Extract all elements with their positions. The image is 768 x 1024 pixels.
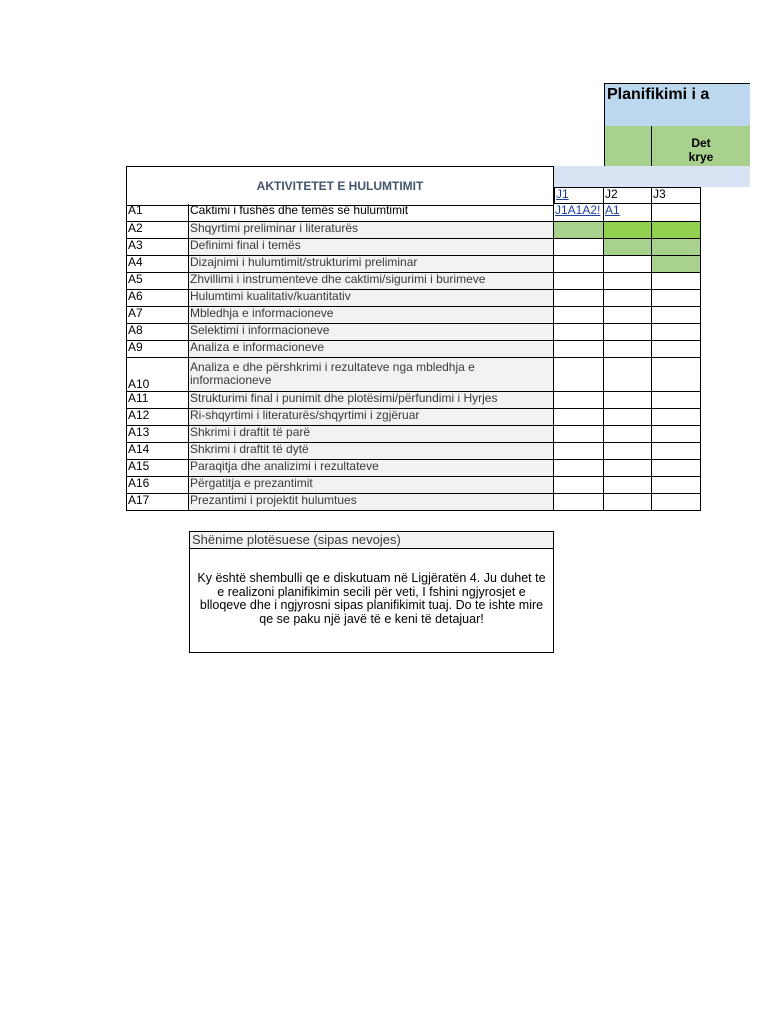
week-cell[interactable] — [554, 443, 604, 460]
week-cell[interactable] — [652, 256, 701, 273]
row-code[interactable]: A15 — [126, 460, 189, 477]
week-cell[interactable] — [652, 409, 701, 426]
week-cell[interactable] — [604, 290, 652, 307]
row-code[interactable]: A16 — [126, 477, 189, 494]
week-cell[interactable] — [554, 409, 604, 426]
week-cell[interactable] — [652, 392, 701, 409]
activity-name[interactable]: Paraqitja dhe analizimi i rezultateve — [189, 460, 554, 477]
week-cell[interactable] — [652, 222, 701, 239]
row-code[interactable]: A8 — [126, 324, 189, 341]
week-cell[interactable] — [604, 494, 652, 511]
week-cell[interactable] — [554, 290, 604, 307]
row-code[interactable]: A4 — [126, 256, 189, 273]
week-cell[interactable] — [554, 256, 604, 273]
week-cell[interactable] — [604, 426, 652, 443]
row-code[interactable]: A17 — [126, 494, 189, 511]
week-cell[interactable] — [554, 273, 604, 290]
plan-title: Planifikimi i a — [607, 86, 710, 103]
activity-name[interactable]: Strukturimi final i punimit dhe plotësimi/përfundimi i Hyrjes — [189, 392, 554, 409]
row-code[interactable]: A9 — [126, 341, 189, 358]
legend-green-swatch — [604, 126, 652, 166]
week-cell[interactable]: A1 — [604, 204, 652, 222]
row-code[interactable]: A3 — [126, 239, 189, 256]
notes-body[interactable]: Ky është shembulli qe e diskutuam në Ligjëratën 4. Ju duhet te e realizoni planifikimin secili për veti, I fshini ngjyrosjet e blloqeve dhe i ngjyrosni sipas planifikimit tuaj. Do te ishte mire qe se paku një javë të e keni të detajuar! — [189, 548, 554, 653]
week-cell[interactable] — [604, 443, 652, 460]
legend-text-line2: krye — [688, 150, 714, 164]
legend-text-line1: Det — [691, 136, 711, 150]
row-code[interactable]: A14 — [126, 443, 189, 460]
week-cell[interactable] — [652, 358, 701, 392]
week-cell[interactable] — [652, 494, 701, 511]
activity-name[interactable]: Dizajnimi i hulumtimit/strukturimi preliminar — [189, 256, 554, 273]
row-code[interactable]: A1 — [126, 204, 189, 222]
legend-label-cell — [652, 126, 750, 166]
activity-name[interactable]: Prezantimi i projektit hulumtues — [189, 494, 554, 511]
week-cell[interactable] — [554, 239, 604, 256]
week-cell[interactable] — [652, 307, 701, 324]
activity-name[interactable]: Caktimi i fushës dhe temës së hulumtimit — [189, 204, 554, 222]
row-code[interactable]: A10 — [126, 358, 189, 392]
week-cell[interactable] — [604, 307, 652, 324]
week-cell[interactable] — [604, 358, 652, 392]
row-code[interactable]: A13 — [126, 426, 189, 443]
week-cell[interactable] — [652, 290, 701, 307]
week-cell[interactable] — [604, 460, 652, 477]
week-cell[interactable] — [604, 239, 652, 256]
week-cell[interactable]: J1A1A2! — [554, 204, 604, 222]
week-label-j2[interactable]: J2 — [604, 187, 652, 204]
week-label-j3[interactable]: J3 — [652, 187, 701, 204]
week-cell[interactable] — [554, 324, 604, 341]
week-cell[interactable] — [652, 460, 701, 477]
week-cell[interactable] — [604, 341, 652, 358]
activity-name[interactable]: Analiza e dhe përshkrimi i rezultateve nga mbledhja e informacioneve — [189, 358, 554, 392]
week-cell[interactable] — [554, 222, 604, 239]
activity-name[interactable]: Selektimi i informacioneve — [189, 324, 554, 341]
week-cell[interactable] — [652, 273, 701, 290]
activity-name[interactable]: Ri-shqyrtimi i literaturës/shqyrtimi i zgjëruar — [189, 409, 554, 426]
row-code[interactable]: A12 — [126, 409, 189, 426]
week-cell[interactable] — [554, 341, 604, 358]
week-cell[interactable] — [604, 256, 652, 273]
week-cell[interactable] — [554, 426, 604, 443]
activity-name[interactable]: Analiza e informacioneve — [189, 341, 554, 358]
activity-name[interactable]: Hulumtimi kualitativ/kuantitativ — [189, 290, 554, 307]
week-cell[interactable] — [554, 358, 604, 392]
activities-header: AKTIVITETET E HULUMTIMIT — [126, 166, 554, 206]
activity-name[interactable]: Shqyrtimi preliminar i literaturës — [189, 222, 554, 239]
week-cell[interactable] — [604, 392, 652, 409]
activity-name[interactable]: Shkrimi i draftit të dytë — [189, 443, 554, 460]
week-cell[interactable] — [554, 307, 604, 324]
week-cell[interactable] — [554, 494, 604, 511]
week-cell[interactable] — [604, 222, 652, 239]
week-cell[interactable] — [554, 460, 604, 477]
activity-name[interactable]: Mbledhja e informacioneve — [189, 307, 554, 324]
week-cell[interactable] — [652, 204, 701, 222]
week-cell[interactable] — [554, 477, 604, 494]
activity-name[interactable]: Përgatitja e prezantimit — [189, 477, 554, 494]
week-header-strip — [554, 166, 750, 187]
week-cell[interactable] — [604, 273, 652, 290]
activity-name[interactable]: Zhvillimi i instrumenteve dhe caktimi/sigurimi i burimeve — [189, 273, 554, 290]
week-cell[interactable] — [604, 324, 652, 341]
week-cell[interactable] — [652, 324, 701, 341]
activity-name[interactable]: Shkrimi i draftit të parë — [189, 426, 554, 443]
row-code[interactable]: A11 — [126, 392, 189, 409]
week-cell[interactable] — [604, 409, 652, 426]
activity-name[interactable]: Definimi final i temës — [189, 239, 554, 256]
week-cell[interactable] — [652, 477, 701, 494]
week-cell[interactable] — [554, 392, 604, 409]
row-code[interactable]: A5 — [126, 273, 189, 290]
week-cell[interactable] — [652, 239, 701, 256]
week-cell[interactable] — [652, 426, 701, 443]
title-band — [604, 83, 750, 126]
week-label-j1[interactable]: J1 — [554, 187, 604, 204]
row-code[interactable]: A7 — [126, 307, 189, 324]
week-cell[interactable] — [652, 443, 701, 460]
row-code[interactable]: A6 — [126, 290, 189, 307]
week-cell[interactable] — [652, 341, 701, 358]
notes-heading[interactable]: Shënime plotësuese (sipas nevojes) — [189, 531, 554, 549]
row-code[interactable]: A2 — [126, 222, 189, 239]
week-cell[interactable] — [604, 477, 652, 494]
